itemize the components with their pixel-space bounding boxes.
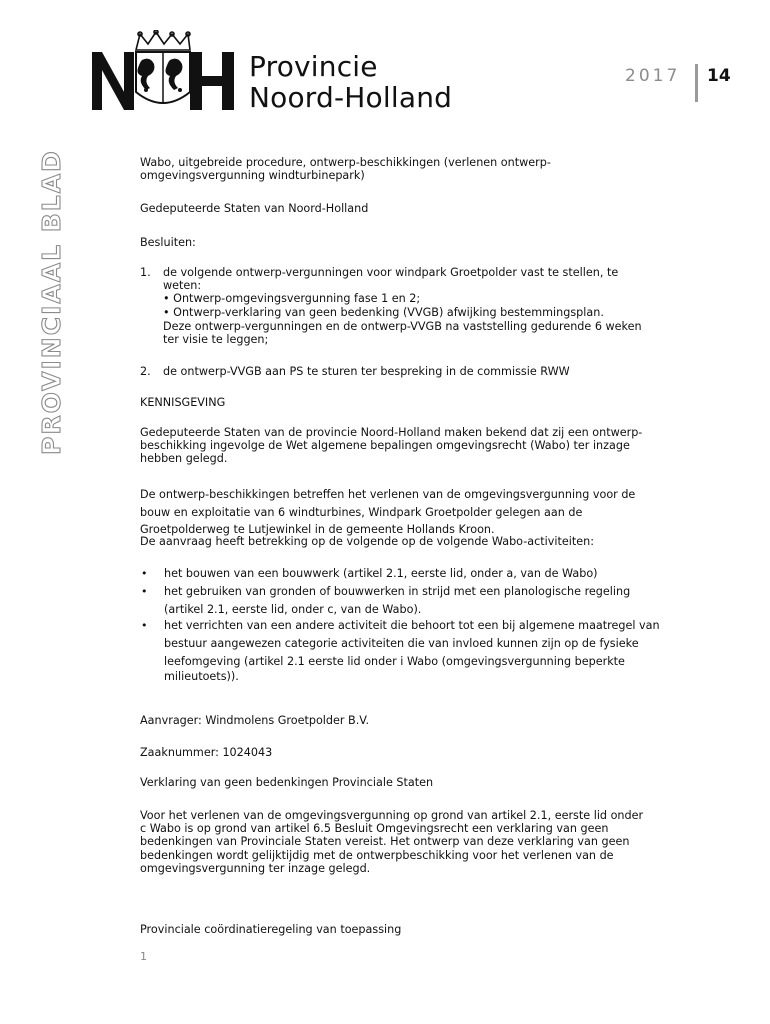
org-name-line2: Noord-Holland	[249, 81, 453, 114]
list-item-text: • Ontwerp-verklaring van geen bedenking (VVGB) afwijking bestemmingsplan.	[163, 306, 604, 319]
footer-page-number: 1	[140, 950, 147, 963]
paragraph-line: bouw en exploitatie van 6 windturbines, Windpark Groetpolder gelegen aan de	[140, 506, 583, 519]
logo-letter-n	[92, 52, 134, 110]
list-item-text: weten:	[163, 279, 202, 292]
paragraph-line: Gedeputeerde Staten van de provincie Noord-Holland maken bekend dat zij een ontwerp-	[140, 426, 643, 439]
section-heading: Provinciale coördinatieregeling van toepassing	[140, 923, 402, 936]
paragraph-line: omgevingsvergunning ter inzage gelegd.	[140, 862, 371, 875]
activity-item: milieutoets)).	[164, 670, 239, 683]
activity-item: (artikel 2.1, eerste lid, onder c, van de Wabo).	[164, 603, 422, 616]
activity-item: het verrichten van een andere activiteit die behoort tot een bij algemene maatregel van	[164, 619, 660, 632]
list-item-text: Deze ontwerp-vergunningen en de ontwerp-VVGB na vaststelling gedurende 6 weken	[163, 320, 642, 333]
section-heading: Verklaring van geen bedenkingen Provinciale Staten	[140, 776, 434, 789]
paragraph-line: bedenkingen wordt gelijktijdig met de ontwerpbeschikking voor het verlenen van de	[140, 849, 614, 862]
case-number: Zaaknummer: 1024043	[140, 746, 273, 759]
list-item-text: de ontwerp-VVGB aan PS te sturen ter bespreking in de commissie RWW	[163, 365, 570, 378]
side-title: PROVINCIAAL BLAD	[37, 149, 66, 455]
bullet-icon: •	[141, 585, 148, 598]
authority: Gedeputeerde Staten van Noord-Holland	[140, 202, 369, 215]
logo-letter-h	[190, 52, 234, 110]
list-item-text: • Ontwerp-omgevingsvergunning fase 1 en 2;	[163, 292, 421, 305]
org-name-line1: Provincie	[249, 50, 378, 83]
activity-item: bestuur aangewezen categorie activiteiten die van invloed kunnen zijn op de fysieke	[164, 637, 639, 650]
list-item-text: ter visie te leggen;	[163, 333, 269, 346]
activity-item: leefomgeving (artikel 2.1 eerste lid onder i Wabo (omgevingsvergunning beperkte	[164, 655, 625, 668]
list-number: 2.	[140, 365, 151, 378]
publication-year: 2017	[625, 66, 681, 86]
paragraph-line: bedenkingen van Provinciale Staten vereist. Het ontwerp van deze verklaring van geen	[140, 835, 630, 848]
bullet-icon: •	[141, 619, 148, 632]
crown-icon	[136, 30, 190, 50]
decide-heading: Besluiten:	[140, 236, 196, 249]
section-heading: KENNISGEVING	[140, 396, 226, 409]
activity-item: het bouwen van een bouwwerk (artikel 2.1, eerste lid, onder a, van de Wabo)	[164, 567, 598, 580]
paragraph-line: c Wabo is op grond van artikel 6.5 Besluit Omgevingsrecht een verklaring van geen	[140, 822, 609, 835]
paragraph-line: Voor het verlenen van de omgevingsvergunning op grond van artikel 2.1, eerste lid onder	[140, 809, 644, 822]
list-number: 1.	[140, 266, 151, 279]
coat-of-arms-icon	[136, 52, 190, 103]
paragraph-line: beschikking ingevolge de Wet algemene bepalingen omgevingsrecht (Wabo) ter inzage	[140, 439, 630, 452]
applicant: Aanvrager: Windmolens Groetpolder B.V.	[140, 714, 370, 727]
bullet-icon: •	[141, 567, 148, 580]
paragraph-line: hebben gelegd.	[140, 452, 228, 465]
list-item-text: de volgende ontwerp-vergunningen voor windpark Groetpolder vast te stellen, te	[163, 266, 619, 279]
province-logo	[92, 30, 238, 112]
paragraph-line: De ontwerp-beschikkingen betreffen het verlenen van de omgevingsvergunning voor de	[140, 488, 636, 501]
paragraph-line: Groetpolderweg te Lutjewinkel in de gemeente Hollands Kroon.	[140, 523, 495, 536]
subject-line: omgevingsvergunning windturbinepark)	[140, 169, 365, 182]
publication-number: 14	[707, 66, 731, 86]
activity-item: het gebruiken van gronden of bouwwerken in strijd met een planologische regeling	[164, 585, 631, 598]
header-divider	[695, 64, 698, 102]
paragraph-line: De aanvraag heeft betrekking op de volgende op de volgende Wabo-activiteiten:	[140, 535, 594, 548]
subject-line: Wabo, uitgebreide procedure, ontwerp-beschikkingen (verlenen ontwerp-	[140, 156, 551, 169]
